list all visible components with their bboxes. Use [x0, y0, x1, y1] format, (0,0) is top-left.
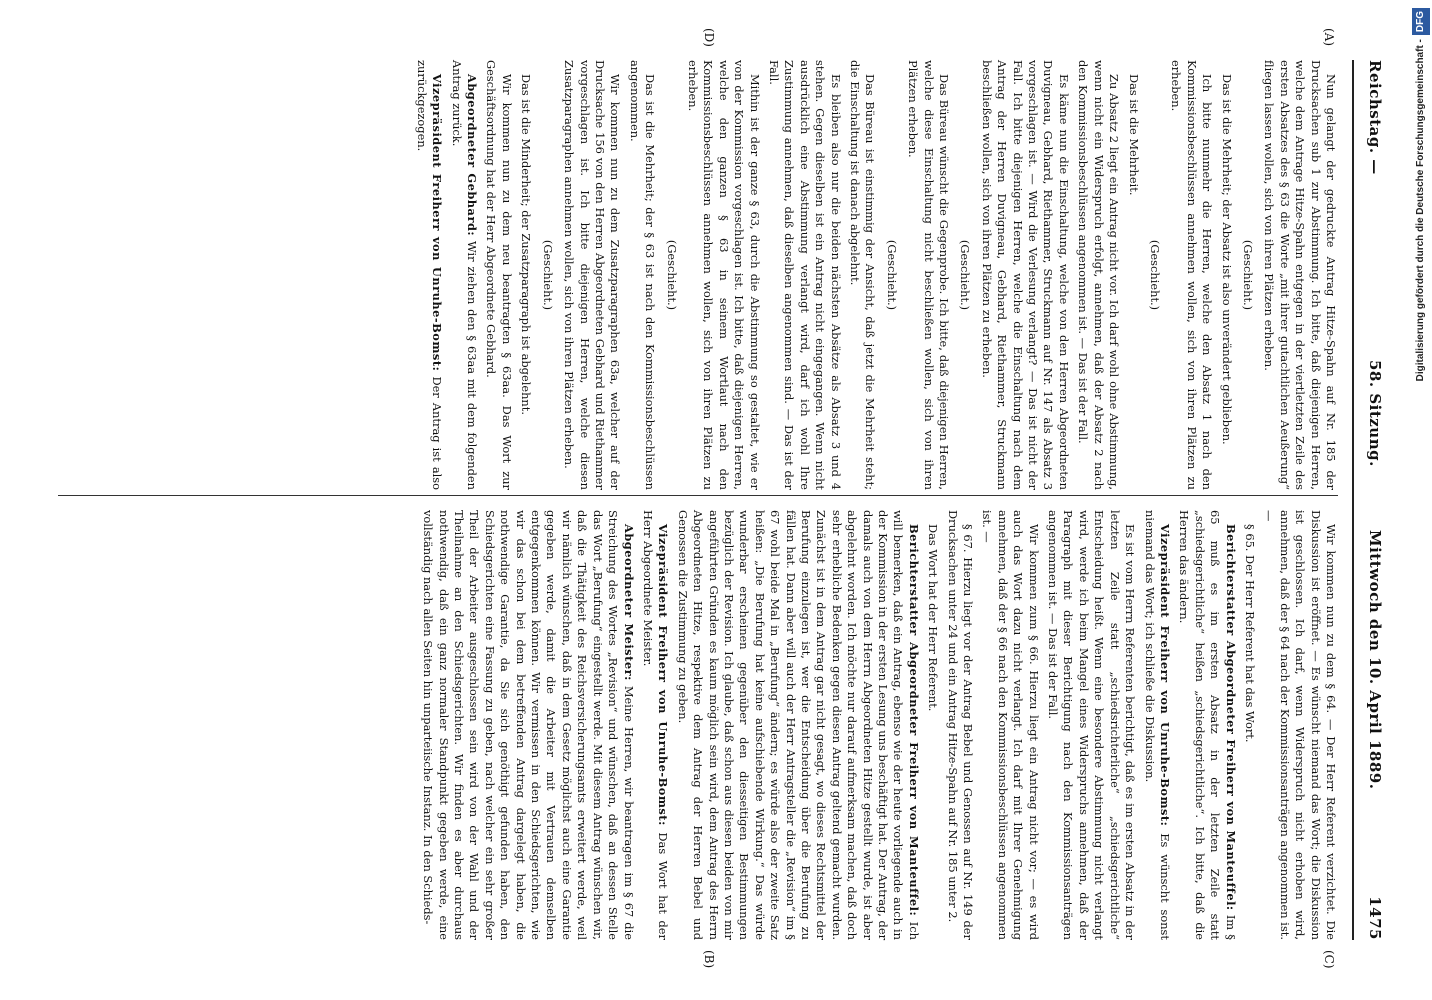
paragraph-text: Zu Absatz 2 liegt ein Antrag nicht vor. Ich darf wohl ohne Abstimmung, wenn nicht ein Widerspruch erfolgt, annehmen, daß der Absatz 2 nach den Kommissionsbeschlüssen angenommen ist. — Das ist der Fall.	[1076, 60, 1122, 490]
speaker-name: Vizepräsident Freiherr von Unruhe-Bomst:	[1157, 524, 1172, 827]
paragraph	[944, 510, 975, 940]
paragraph-text: (Geschieht.)	[1147, 239, 1162, 311]
digitization-credit	[1412, 8, 1430, 992]
margin-mark-a: (A)	[1322, 28, 1336, 47]
paragraph	[674, 510, 921, 940]
paragraph	[847, 60, 878, 490]
paragraph	[1218, 60, 1233, 490]
paragraph-text: Ich will bemerken, daß ein Antrag, ebenso wie der heute vorliegende auch in der Kommission in der ersten Lesung uns beschäftigt hat. Der Antrag, der damals auch von dem Herrn Abgeordneten Hitze gestellt wurde, ist aber abgelehnt worden. Ich möchte nur darauf aufmerksam machen, daß doch sehr erhebliche Bedenken gegen diesen Antrag geltend gemacht wurden. Zunächst ist in dem Antrag gar nicht gesagt, wo dieses Rechtsmittel der Berufung einzulegen ist, wer die Entscheidung über die Berufung zu fällen hat. Dann aber will auch der Herr Antragsteller die „Revision“ im § 67 wohl beide Mal in „Berufung“ ändern; es würde also der zweite Satz heißen: „Die Berufung hat keine aufschiebende Wirkung.“ Das würde wunderbar erscheinen gegenüber den diesseitigen Bestimmungen bezüglich der Revision. Ich glaube, daß schon aus diesen beiden von mir angeführten Gründen es kaum möglich sein wird, dem Antrag des Herrn Abgeordneten Hitze, respektive dem Antrag der Herren Bebel und Genossen die Zustimmung zu geben.	[675, 510, 921, 941]
left-column	[409, 60, 1338, 490]
paragraph-text: Es wünscht sonst niemand das Wort; ich schließe die Diskussion.	[1142, 510, 1172, 940]
paragraph	[1242, 510, 1257, 940]
paragraph	[1141, 510, 1172, 940]
paragraph	[978, 60, 1070, 490]
margin-mark-b: (B)	[702, 950, 716, 969]
paragraph	[1261, 510, 1338, 940]
paragraph-text: Wir kommen nun zu dem § 64. — Der Herr Referent verzichtet. Die Diskussion ist eröffnet. — Es wünscht niemand das Wort; die Diskussion ist geschlossen. Ich darf, wenn Widerspruch nicht erhoben wird, annehmen, daß der § 64 nach der Kommissionsanträgen angenommen ist. —	[1262, 510, 1338, 940]
paragraph-text: Das ist die Mehrheit; der Absatz ist also unverändert geblieben.	[1219, 74, 1234, 445]
paragraph	[1261, 60, 1338, 490]
paragraph	[766, 60, 843, 490]
paragraph	[1176, 510, 1238, 940]
stage-direction	[883, 60, 898, 490]
speaker-name: Vizepräsident Freiherr von Unruhe-Bomst:	[430, 74, 445, 372]
stage-direction	[1240, 60, 1255, 490]
speaker-name: Berichterstatter Abgeordneter Freiherr von Manteuffel:	[906, 524, 921, 917]
speaker-name: Abgeordneter Gebhard:	[465, 74, 480, 237]
paragraph-text: Das Wort hat der Herr Referent.	[926, 524, 941, 712]
paragraph-text: (Geschieht.)	[664, 239, 679, 311]
document-page	[16, 20, 1416, 980]
paragraph-text: § 65. Der Herr Referent hat das Wort.	[1242, 524, 1257, 743]
paragraph	[448, 60, 479, 490]
paragraph	[626, 60, 657, 490]
header-date: Mittwoch den 10. April 1889.	[1366, 530, 1384, 790]
margin-mark-c: (C)	[1322, 950, 1336, 969]
paragraph-text: (Geschieht.)	[958, 239, 973, 311]
paragraph-text: Im § 65 muß es im ersten Absatz in der letzten Zeile statt „schiedsgerichtliche“ heißen „schiedsgerichtliche“. Ich bitte, daß die Herren das ändern.	[1177, 510, 1238, 940]
speaker-name: Berichterstatter Abgeordneter Freiherr von Manteuffel:	[1223, 524, 1238, 911]
paragraph-text: Wir ziehen den § 63aa mit dem folgenden Antrag zurück.	[449, 60, 480, 491]
paragraph	[420, 510, 636, 940]
speaker-name: Vizepräsident Freiherr von Unruhe-Bomst:	[656, 524, 671, 826]
paragraph-text: Das ist die Mehrheit.	[1126, 74, 1141, 196]
stage-direction	[663, 60, 678, 490]
running-header	[1352, 60, 1388, 940]
header-title: Reichstag. —	[1366, 60, 1384, 175]
credit-text: Digitalisierung gefördert durch die Deutsche Forschungsgemeinschaft -	[1415, 39, 1426, 382]
paragraph	[1168, 60, 1214, 490]
paragraph-text: Der Antrag ist also zurückgezogen.	[414, 60, 445, 490]
paragraph	[979, 510, 1041, 940]
paragraph	[685, 60, 762, 490]
paragraph-text: Wir kommen zum § 66. Hierzu liegt ein Antrag nicht vor; — es wird auch das Wort dazu nicht verlangt. Ich darf mit Ihrer Genehmigung annehmen, daß der § 66 nach den Kommissionsbeschlüssen angenommen ist. —	[980, 510, 1041, 940]
paragraph	[1045, 510, 1137, 940]
paragraph-text: Wir kommen nun zu dem neu beantragten § 63aa. Das Wort zur Geschäftsordnung hat der Herr Abgeordnete Gebhard.	[484, 60, 514, 490]
paragraph-text: Mithin ist der ganze § 63, durch die Abstimmung so gestaltet, wie er von der Kommission vorgeschlagen ist. Ich bitte, daß diejenigen Herren, welche den ganzen § 63 in seinem Wortlaut nach den Kommissionsbeschlüssen annehmen wollen, sich von ihren Plätzen zu erheben.	[685, 60, 762, 490]
paragraph	[905, 60, 951, 490]
dfg-logo: DFG	[1412, 8, 1430, 35]
paragraph	[925, 510, 940, 940]
stage-direction	[1147, 60, 1162, 490]
margin-mark-d: (D)	[702, 28, 716, 47]
paragraph-text: Das ist die Minderheit; der Zusatzparagraph ist abgelehnt.	[519, 74, 534, 415]
paragraph-text: Es käme nun die Einschaltung, welche von den Herren Abgeordneten Duvigneau, Gebhard, Riethammer, Struckmann auf Nr. 147 als Absatz 3 vorgeschlagen ist. — Wird die Verlesung verlangt? — Das ist nicht der Fall. Ich bitte diejenigen Herren, welche die Einschaltung nach dem Antrag der Herren Duvigneau, Gebhard, Riethammer, Struckmann beschließen wollen, sich von ihren Plätzen zu erheben.	[979, 60, 1071, 490]
paragraph-text: (Geschieht.)	[884, 239, 899, 311]
stage-direction	[957, 60, 972, 490]
paragraph-text: Das Büreau ist einstimmig der Ansicht, daß jetzt die Mehrheit steht; die Einschaltung ist danach abgelehnt.	[848, 60, 878, 490]
stage-direction	[539, 60, 554, 490]
right-column	[416, 510, 1338, 940]
column-divider	[58, 495, 1338, 496]
paragraph-text: Es ist vom Herrn Referenten berichtigt, daß es im ersten Absatz in der letzten Zeile statt „schiedsrichterliche“ „schiedsgerichtliche“ Entscheidung heißt. Wenn eine besondere Abstimmung nicht verlangt wird, werde ich beim Mangel eines Widerspruchs annehmen, daß der Paragraph mit dieser Berichtigung nach den Kommissionsanträgen angenommen ist. — Das ist der Fall.	[1046, 510, 1138, 940]
paragraph	[1075, 60, 1121, 490]
paragraph-text: Das Wort hat der Herr Abgeordnete Meister.	[640, 510, 671, 940]
paragraph-text: Meine Herren, wir beantragen im § 67 die Streichung des Wortes „Revision“ und wünschen, daß an dessen Stelle das Wort „Berufung“ eingestellt werde. Mit diesem Antrag wünschen wir, daß die Thätigkeit des Reichsversicherungsamts erweitert werde, weil wir nämlich wünschen, daß in dem Gesetz möglichst auch eine Garantie gegeben werde, damit die Arbeiter mit Vertrauen demselben entgegenkommen können. Wir vermissen in den Schiedsgerichten, wie wir das schon bei dem betreffenden Antrag dargelegt haben, die nothwendige Garantie, da Sie sich genöthigt gefunden haben, den Schiedsgerichten eine Fassung zu geben, nach welcher ein sehr großer Theil der Arbeiter ausgeschlossen sein wird von der Wahl und der Theilnahme an den Schiedsgerichten. Wir finden es aber durchaus nothwendig, daß ein ganz normaler Standpunkt gegeben werde, eine vollständig nach allen Seiten hin unparteiische Instanz. In den Schieds-	[421, 510, 636, 940]
paragraph	[483, 60, 514, 490]
paragraph-text: (Geschieht.)	[1240, 239, 1255, 311]
paragraph	[413, 60, 444, 490]
paragraph	[518, 60, 533, 490]
header-session: 58. Sitzung.	[1366, 360, 1384, 467]
paragraph-text: Das ist die Mehrheit; der § 63 ist nach den Kommissionsbeschlüssen angenommen.	[627, 60, 658, 490]
paragraph-text: Nun gelangt der gedruckte Antrag Hitze-Spahn auf Nr. 185 der Drucksachen sub 1 zur Abstimmung. Ich bitte, daß diejenigen Herren, welche dem Antrage Hitze-Spahn entgegen in der viertletzten Zeile des ersten Absatzes des § 63 die Worte „mit ihrer gutachtlichen Aeußerung“ fliegen lassen wollen, sich von ihren Plätzen erheben.	[1262, 60, 1338, 490]
paragraph-text: Wir kommen nun zu dem Zusatzparagraphen 63a, welcher auf der Drucksache 156 von den Herren Abgeordneten Gebhard und Riethammer vorgeschlagen ist. Ich bitte diejenigen Herren, welche diesen Zusatzparagraphen annehmen wollen, sich von ihren Plätzen erheben.	[562, 60, 623, 490]
paragraph-text: § 67. Hierzu liegt vor der Antrag Bebel und Genossen auf Nr. 149 der Drucksachen unter 24 und ein Antrag Hitze-Spahn auf Nr. 185 unter 2.	[945, 510, 976, 940]
speaker-name: Abgeordneter Meister:	[621, 524, 636, 681]
paragraph-text: Das Büreau wünscht die Gegenprobe. Ich bitte, daß diejenigen Herren, welche diese Einschaltung nicht beschließen wollen, sich von ihren Plätzen erheben.	[906, 60, 952, 490]
paragraph	[640, 510, 671, 940]
paragraph-text: Ich bitte nunmehr die Herren, welche den Absatz 1 nach den Kommissionsbeschlüssen annehmen wollen, sich von ihren Plätzen zu erheben.	[1169, 60, 1215, 490]
paragraph	[561, 60, 623, 490]
paragraph	[1125, 60, 1140, 490]
paragraph-text: Es bleiben also nur die beiden nächsten Absätze als Absatz 3 und 4 stehen. Gegen dieselben ist ein Antrag nicht eingegangen. Wenn nicht ausdrücklich eine Abstimmung verlangt wird, darf ich wohl Ihre Zustimmung annehmen, daß dieselben angenommen sind. — Das ist der Fall.	[767, 60, 843, 490]
paragraph-text: (Geschieht.)	[540, 239, 555, 311]
page-number: 1475	[1366, 896, 1384, 940]
